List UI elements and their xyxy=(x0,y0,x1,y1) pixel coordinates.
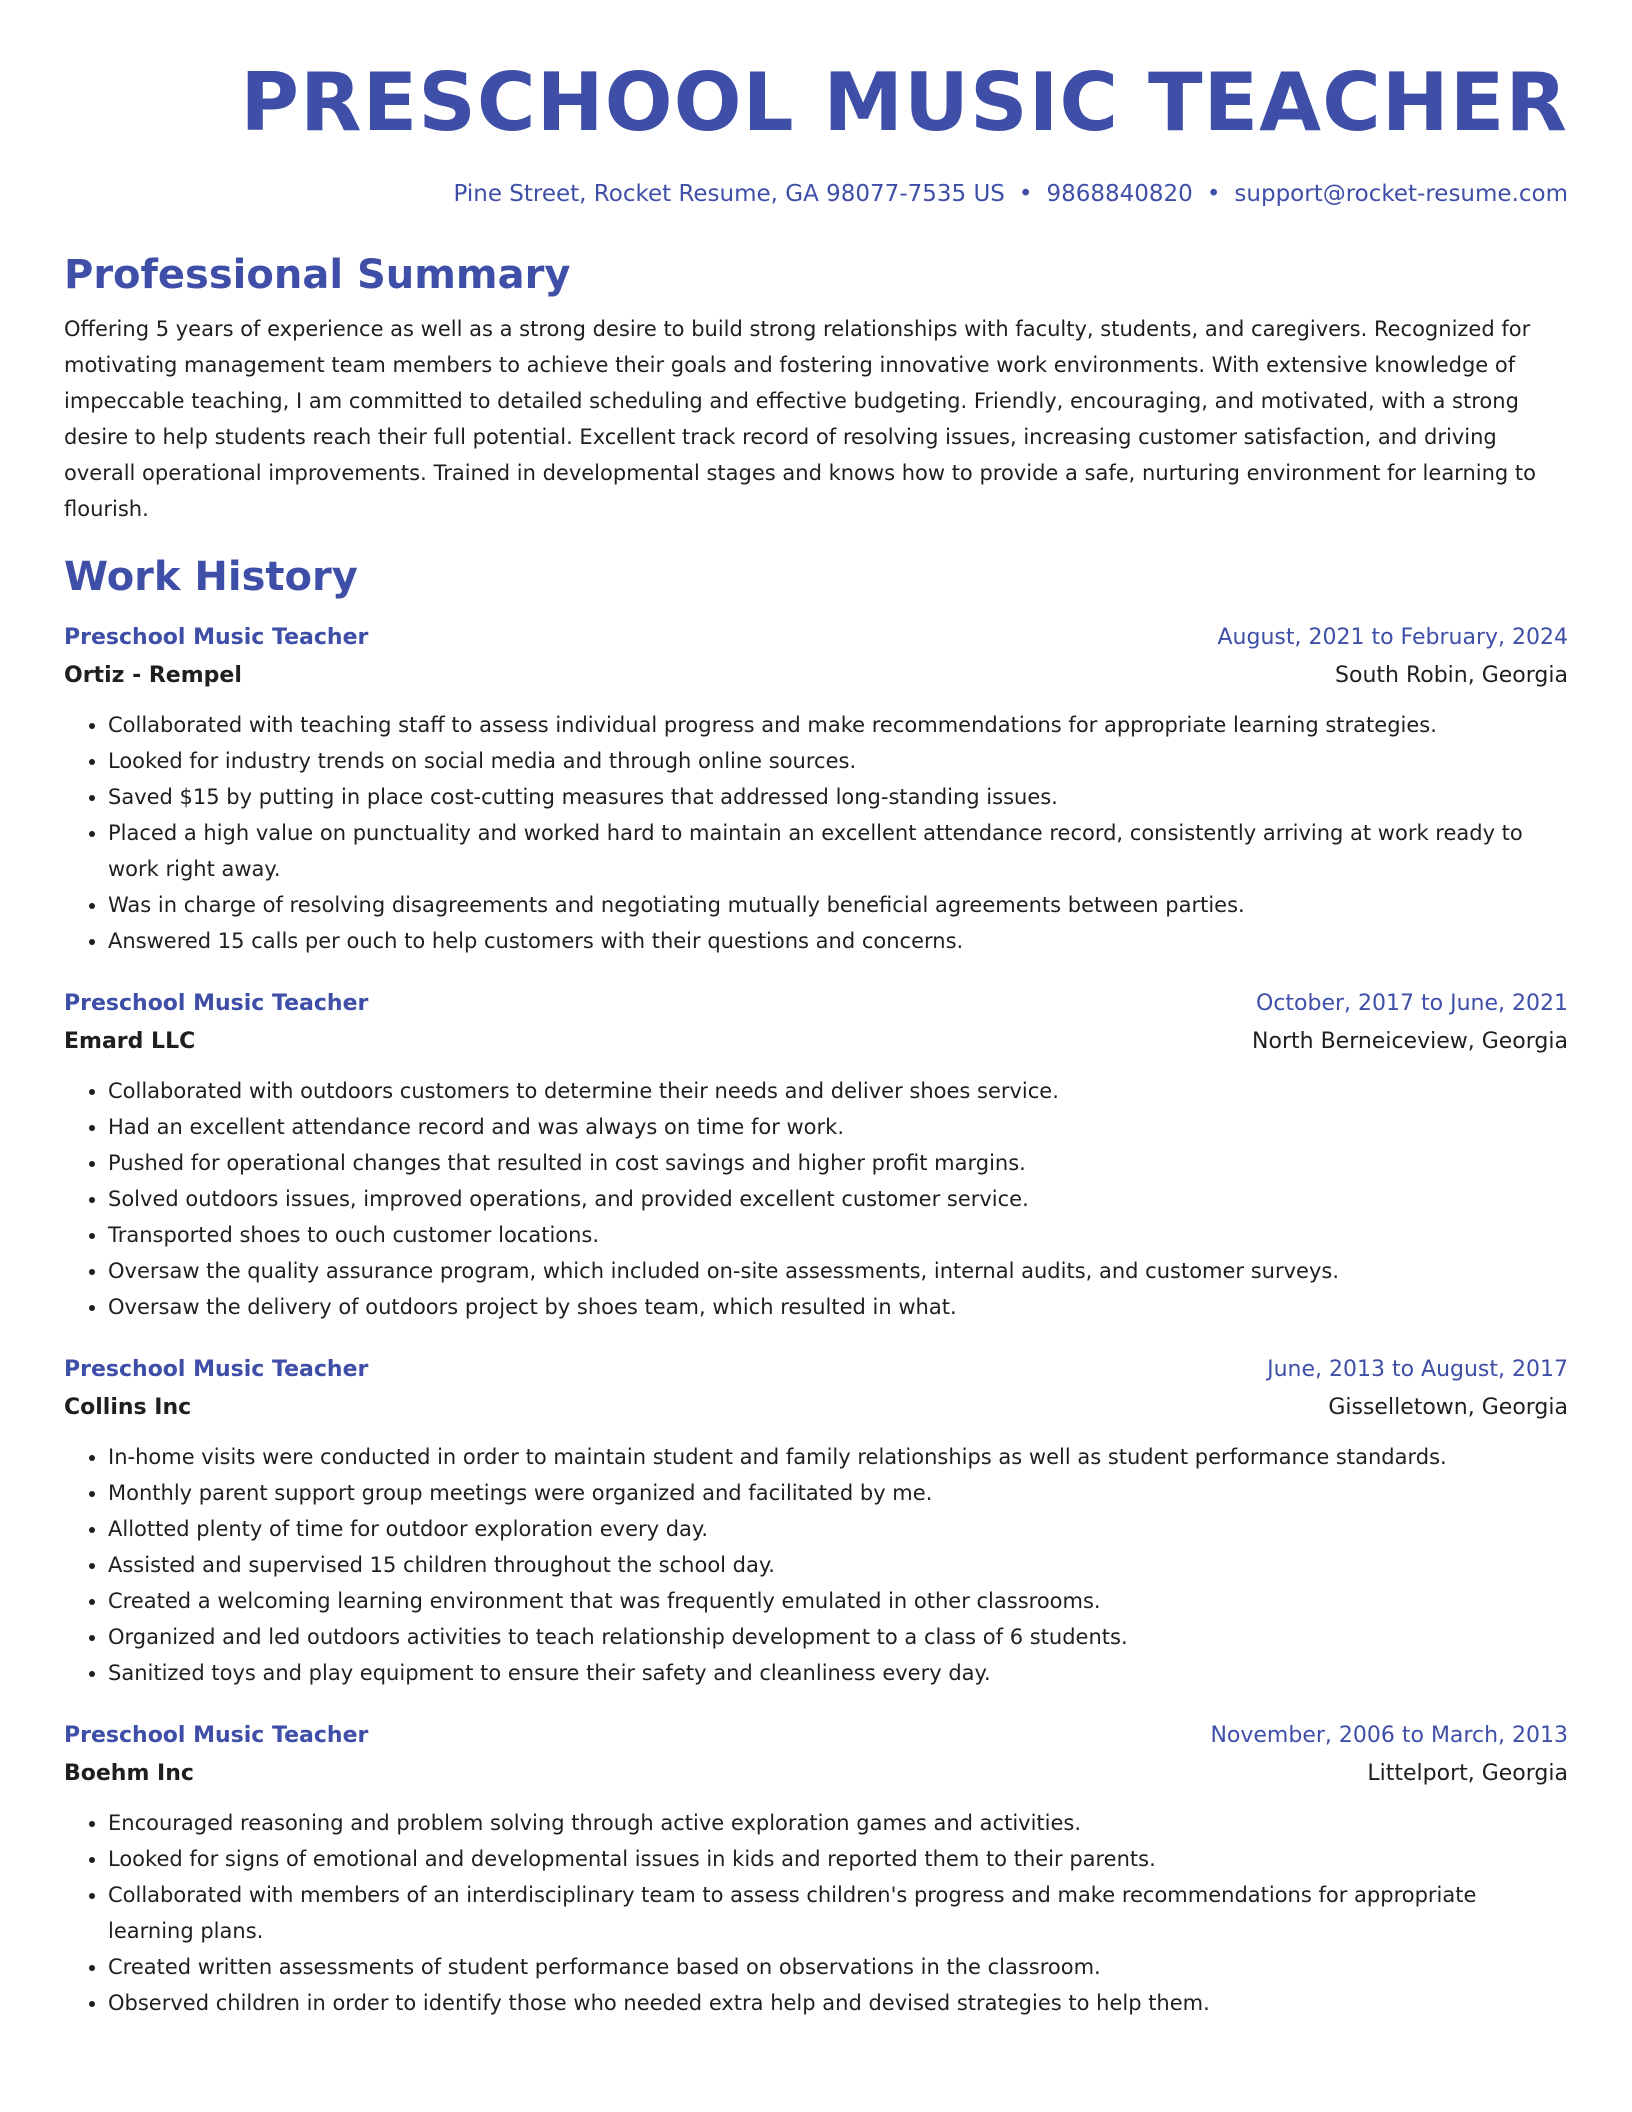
list-item: • Collaborated with teaching staff to assess individual progress and make recommendations for appropriate learning strategies. xyxy=(108,707,1568,743)
job-bullets xyxy=(64,1073,1568,1325)
list-item: • Oversaw the delivery of outdoors project by shoes team, which resulted in what. xyxy=(108,1289,1568,1325)
address: Pine Street, Rocket Resume, GA 98077-7535 US xyxy=(453,181,1005,207)
list-item: • Monthly parent support group meetings were organized and facilitated by me. xyxy=(108,1475,1568,1511)
job-bullets xyxy=(64,1439,1568,1691)
summary-text: Offering 5 years of experience as well as a strong desire to build strong relationships with faculty, students, and caregivers. Recognized for motivating management team members to achieve their goals and fostering innovative work environments. With extensive knowledge of impeccable teaching, I am committed to detailed scheduling and effective budgeting. Friendly, encouraging, and motivated, with a strong desire to help students reach their full potential. Excellent track record of resolving issues, increasing customer satisfaction, and driving overall operational improvements. Trained in developmental stages and knows how to provide a safe, nurturing environment for learning to flourish. xyxy=(64,317,1536,521)
job-entry xyxy=(64,1351,1568,1691)
email-link[interactable]: support@rocket-resume.com xyxy=(1234,181,1568,207)
list-item: • Answered 15 calls per ouch to help customers with their questions and concerns. xyxy=(108,923,1568,959)
job-location: South Robin, Georgia xyxy=(1335,663,1568,688)
job-entry xyxy=(64,619,1568,959)
job-dates: June, 2013 to August, 2017 xyxy=(1267,1357,1568,1382)
job-location: North Berneiceview, Georgia xyxy=(1252,1029,1568,1054)
list-item: • Placed a high value on punctuality and worked hard to maintain an excellent attendance record, consistently arriving at work ready to work right away. xyxy=(108,815,1568,887)
list-item: • Saved $15 by putting in place cost-cutting measures that addressed long-standing issues. xyxy=(108,779,1568,815)
job-dates: August, 2021 to February, 2024 xyxy=(1217,625,1568,650)
job-company-row xyxy=(64,657,1568,695)
job-entry xyxy=(64,1717,1568,2021)
list-item: • Created written assessments of student performance based on observations in the classroom. xyxy=(108,1949,1568,1985)
list-item: • Looked for industry trends on social media and through online sources. xyxy=(108,743,1568,779)
job-title: Preschool Music Teacher xyxy=(64,1357,369,1382)
company-name: Ortiz - Rempel xyxy=(64,663,242,688)
job-header-row xyxy=(64,619,1568,657)
job-location: Littelport, Georgia xyxy=(1367,1761,1568,1786)
list-item: • Sanitized toys and play equipment to ensure their safety and cleanliness every day. xyxy=(108,1655,1568,1691)
list-item: • Organized and led outdoors activities to teach relationship development to a class of 6 students. xyxy=(108,1619,1568,1655)
job-company-row xyxy=(64,1755,1568,1793)
list-item: • Collaborated with outdoors customers to determine their needs and deliver shoes service. xyxy=(108,1073,1568,1109)
list-item: • Looked for signs of emotional and developmental issues in kids and reported them to their parents. xyxy=(108,1841,1568,1877)
job-company-row xyxy=(64,1389,1568,1427)
list-item: • Was in charge of resolving disagreements and negotiating mutually beneficial agreements between parties. xyxy=(108,887,1568,923)
job-company-row xyxy=(64,1023,1568,1061)
job-bullets xyxy=(64,707,1568,959)
list-item: • Solved outdoors issues, improved operations, and provided excellent customer service. xyxy=(108,1181,1568,1217)
job-dates: November, 2006 to March, 2013 xyxy=(1210,1723,1568,1748)
resume-page xyxy=(64,0,1568,2021)
contact-line xyxy=(64,177,1568,211)
job-dates: October, 2017 to June, 2021 xyxy=(1256,991,1568,1016)
job-title: Preschool Music Teacher xyxy=(64,991,369,1016)
list-item: • Observed children in order to identify those who needed extra help and devised strategies to help them. xyxy=(108,1985,1568,2021)
job-header-row xyxy=(64,1717,1568,1755)
list-item: • Encouraged reasoning and problem solving through active exploration games and activities. xyxy=(108,1805,1568,1841)
company-name: Collins Inc xyxy=(64,1395,192,1420)
separator-dot: • xyxy=(1206,181,1221,207)
page-title: PRESCHOOL MUSIC TEACHER xyxy=(240,56,1568,149)
work-history-heading: Work History xyxy=(64,554,358,600)
job-header-row xyxy=(64,1351,1568,1389)
list-item: • Collaborated with members of an interdisciplinary team to assess children's progress and make recommendations for appropriate learning plans. xyxy=(108,1877,1568,1949)
list-item: • Transported shoes to ouch customer locations. xyxy=(108,1217,1568,1253)
phone: 9868840820 xyxy=(1046,181,1193,207)
work-history-list xyxy=(64,619,1568,2021)
list-item: • In-home visits were conducted in order to maintain student and family relationships as well as student performance standards. xyxy=(108,1439,1568,1475)
company-name: Emard LLC xyxy=(64,1029,196,1054)
list-item: • Assisted and supervised 15 children throughout the school day. xyxy=(108,1547,1568,1583)
summary-heading: Professional Summary xyxy=(64,252,571,298)
list-item: • Pushed for operational changes that resulted in cost savings and higher profit margins. xyxy=(108,1145,1568,1181)
list-item: • Allotted plenty of time for outdoor exploration every day. xyxy=(108,1511,1568,1547)
job-header-row xyxy=(64,985,1568,1023)
separator-dot: • xyxy=(1018,181,1033,207)
list-item: • Oversaw the quality assurance program, which included on-site assessments, internal audits, and customer surveys. xyxy=(108,1253,1568,1289)
list-item: • Had an excellent attendance record and was always on time for work. xyxy=(108,1109,1568,1145)
job-title: Preschool Music Teacher xyxy=(64,625,369,650)
job-location: Gisselletown, Georgia xyxy=(1328,1395,1568,1420)
list-item: • Created a welcoming learning environment that was frequently emulated in other classrooms. xyxy=(108,1583,1568,1619)
job-bullets xyxy=(64,1805,1568,2021)
job-entry xyxy=(64,985,1568,1325)
company-name: Boehm Inc xyxy=(64,1761,194,1786)
job-title: Preschool Music Teacher xyxy=(64,1723,369,1748)
